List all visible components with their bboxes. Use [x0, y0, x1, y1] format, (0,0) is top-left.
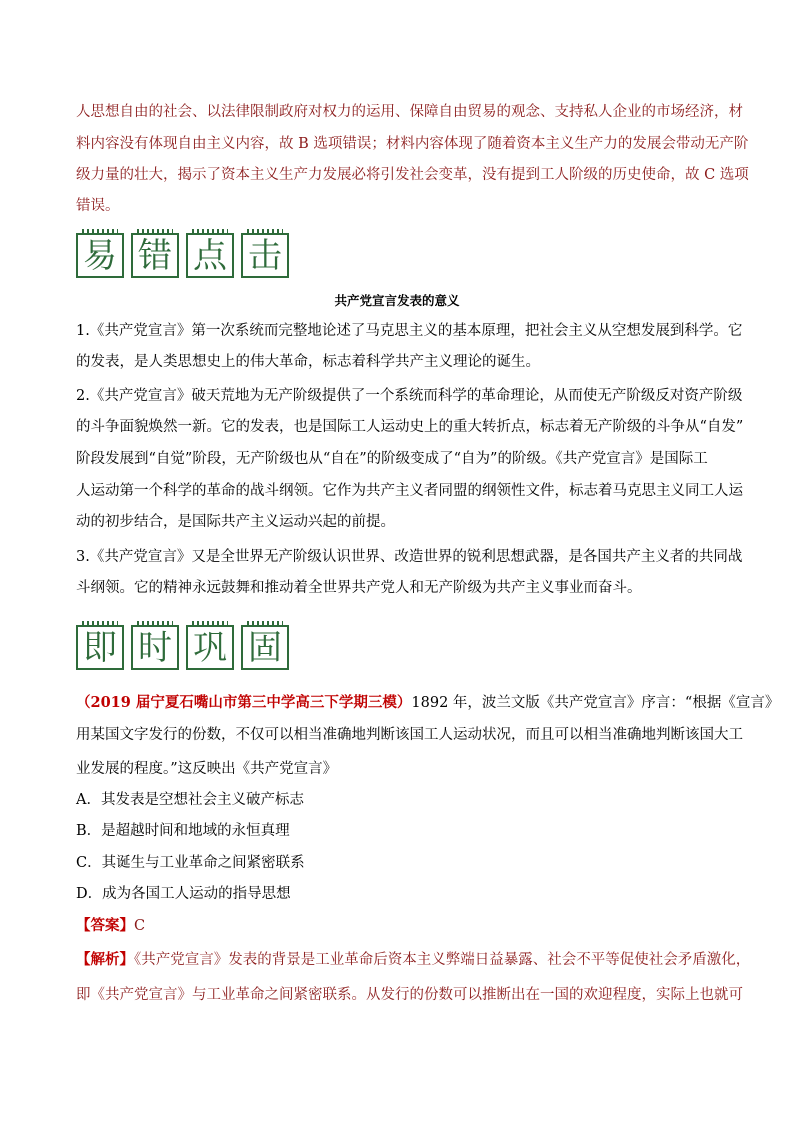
banner-char: 错 [138, 235, 172, 276]
point-line: 阶段发展到“自觉”阶段，无产阶级也从“自在”的阶级变成了“自为”的阶级。《共产党宣言》是国际工 [76, 451, 708, 467]
analysis-line [76, 950, 751, 970]
point-line: 动的初步结合，是国际共产主义运动兴起的前提。 [76, 514, 395, 530]
point-line: 2.《共产党宣言》破天荒地为无产阶级提供了一个系统而科学的革命理论，从而使无产阶级反对资产阶级 [76, 388, 743, 404]
point-line: 1.《共产党宣言》第一次系统而完整地论述了马克思主义的基本原理，把社会主义从空想发展到科学。它 [76, 323, 743, 339]
point-line: 人运动第一个科学的革命的战斗纲领。它作为共产主义者同盟的纲领性文件，标志着马克思主义同工人运 [76, 483, 743, 499]
banner-card [241, 233, 289, 278]
error-points-banner [76, 228, 289, 280]
banner-card [76, 233, 124, 278]
banner-card [186, 625, 234, 670]
intro-line: 错误。 [76, 198, 120, 214]
option-b: B．是超越时间和地域的永恒真理 [76, 823, 290, 839]
question-stem-line: 业发展的程度。”这反映出《共产党宣言》 [76, 761, 338, 777]
question-stem-first: 1892 年，波兰文版《共产党宣言》序言：“根据《宣言》 [411, 695, 780, 711]
option-d: D．成为各国工人运动的指导思想 [76, 886, 291, 902]
answer-value: C [134, 918, 146, 934]
practice-banner [76, 620, 289, 672]
intro-line: 人思想自由的社会、以法律限制政府对权力的运用、保障自由贸易的观念、支持私人企业的市场经济，材 [76, 104, 743, 120]
banner-char: 点 [193, 235, 227, 276]
option-a: A．其发表是空想社会主义破产标志 [76, 792, 304, 808]
question-stem-line: 用某国文字发行的份数，不仅可以相当准确地判断该国工人运动状况，而且可以相当准确地判断该国大工 [76, 727, 743, 743]
option-c: C．其诞生与工业革命之间紧密联系 [76, 855, 305, 871]
point-line: 斗纲领。它的精神永远鼓舞和推动着全世界共产党人和无产阶级为共产主义事业而奋斗。 [76, 580, 642, 596]
banner-char: 时 [138, 627, 172, 668]
analysis-first: 《共产党宣言》发表的背景是工业革命后资本主义弊端日益暴露、社会不平等促使社会矛盾激化， [134, 952, 751, 968]
point-line: 3.《共产党宣言》又是全世界无产阶级认识世界、改造世界的锐利思想武器，是各国共产主义者的共同战 [76, 549, 743, 565]
banner-char: 即 [83, 627, 117, 668]
banner-char: 固 [248, 627, 282, 668]
banner-card [76, 625, 124, 670]
question-stem-line [76, 693, 780, 713]
banner-card [186, 233, 234, 278]
answer-line [76, 916, 726, 936]
point-line: 的斗争面貌焕然一新。它的发表，也是国际工人运动史上的重大转折点，标志着无产阶级的斗争从“自发” [76, 419, 744, 435]
intro-line: 级力量的壮大，揭示了资本主义生产力发展必将引发社会变革，没有提到工人阶级的历史使命，故 C 选项 [76, 167, 749, 183]
point-line: 的发表，是人类思想史上的伟大革命，标志着科学共产主义理论的诞生。 [76, 354, 540, 370]
intro-line: 料内容没有体现自由主义内容，故 B 选项错误；材料内容体现了随着资本主义生产力的发展会带动无产阶 [76, 136, 749, 152]
question-source: （2019 届宁夏石嘴山市第三中学高三下学期三模） [76, 694, 412, 711]
analysis-label: 【解析】 [76, 951, 134, 968]
analysis-line: 即《共产党宣言》与工业革命之间紧密联系。从发行的份数可以推断出在一国的欢迎程度，实际上也就可 [76, 987, 743, 1003]
banner-card [131, 233, 179, 278]
section-title: 共产党宣言发表的意义 [334, 293, 460, 308]
banner-char: 击 [248, 235, 282, 276]
banner-char: 巩 [193, 627, 227, 668]
banner-card [131, 625, 179, 670]
banner-char: 易 [83, 235, 117, 276]
answer-label: 【答案】 [76, 917, 134, 934]
banner-card [241, 625, 289, 670]
